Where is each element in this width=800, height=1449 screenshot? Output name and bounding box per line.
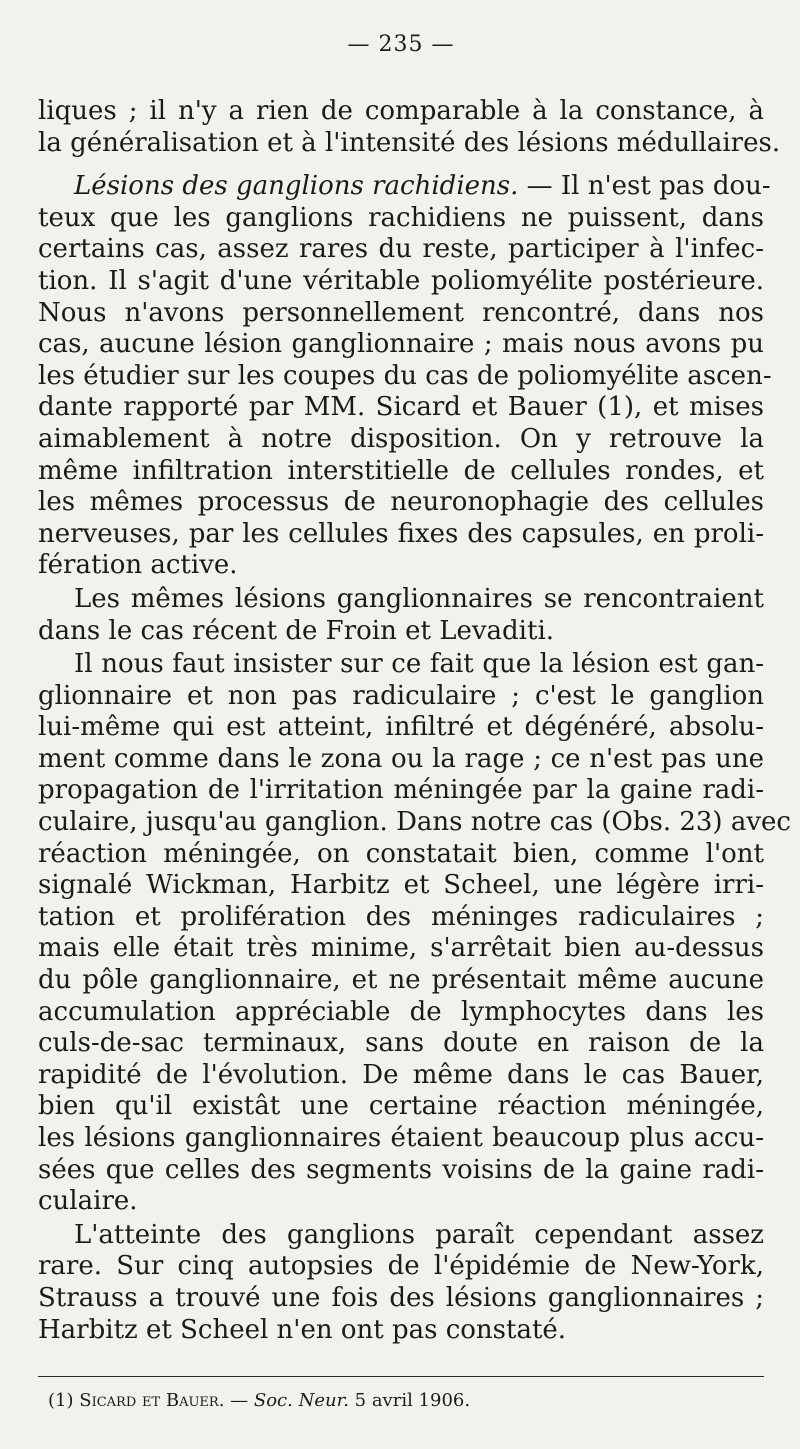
- footnote: [48, 1388, 764, 1414]
- text-line: liques ; il n'y a rien de comparable à la constance, à: [38, 96, 764, 126]
- text-line: même infiltration interstitielle de cellules rondes, et: [38, 455, 764, 486]
- text-line: fération active.: [38, 550, 238, 581]
- text-line: nerveuses, par les cellules fixes des capsules, en proli-: [38, 518, 764, 549]
- text-line: tation et prolifération des méninges radiculaires ;: [38, 901, 764, 932]
- text-line: certains cas, assez rares du reste, participer à l'infec-: [38, 234, 764, 265]
- text-line: tion. Il s'agit d'une véritable poliomyélite postérieure.: [38, 265, 764, 296]
- text-line: du pôle ganglionnaire, et ne présentait même aucune: [38, 965, 764, 996]
- text-line: rare. Sur cinq autopsies de l'épidémie de New-York,: [38, 1251, 764, 1282]
- text-line: réaction méningée, on constatait bien, comme l'ont: [38, 838, 764, 869]
- page-body: [38, 30, 791, 1346]
- text-line: aimablement à notre disposition. On y retrouve la: [38, 423, 764, 454]
- text-line: les étudier sur les coupes du cas de poliomyélite ascen-: [38, 360, 772, 391]
- paragraph-3: [38, 584, 764, 647]
- text-line: sées que celles des segments voisins de la gaine radi-: [38, 1154, 764, 1185]
- text-line: [38, 171, 771, 203]
- text-line: cas, aucune lésion ganglionnaire ; mais nous avons pu: [38, 329, 764, 360]
- footnote-date: 5 avril 1906.: [348, 1390, 471, 1411]
- paragraph-5: [38, 1220, 764, 1346]
- text-line: culs-de-sac terminaux, sans doute en raison de la: [38, 1028, 764, 1059]
- footnote-dash: —: [224, 1390, 254, 1411]
- text-line: ment comme dans le zona ou la rage ; ce n'est pas une: [38, 743, 764, 774]
- text-line: les lésions ganglionnaires étaient beaucoup plus accu-: [38, 1123, 764, 1153]
- text-line: accumulation appréciable de lymphocytes dans les: [38, 996, 764, 1027]
- text-line: glionnaire et non pas radiculaire ; c'est le ganglion: [38, 680, 764, 711]
- text-line: les mêmes processus de neuronophagie des cellules: [38, 487, 764, 518]
- text-line: la généralisation et à l'intensité des lésions médullaires.: [38, 127, 781, 158]
- text-line: culaire, jusqu'au ganglion. Dans notre cas (Obs. 23) avec: [38, 807, 791, 838]
- text-line: dante rapporté par MM. Sicard et Bauer (1), et mises: [38, 392, 764, 423]
- text-line: dans le cas récent de Froin et Levaditi.: [38, 615, 555, 646]
- footnote-marker: (1): [48, 1390, 74, 1411]
- text-line: Harbitz et Scheel n'en ont pas constaté.: [38, 1314, 567, 1345]
- paragraph-4: [38, 649, 791, 1218]
- text-line: L'atteinte des ganglions paraît cependant assez: [74, 1219, 764, 1250]
- text-line: propagation de l'irritation méningée par la gaine radi-: [38, 775, 764, 806]
- text-fragment: — Il n'est pas dou-: [518, 171, 771, 202]
- footnote-authors: Sicard et Bauer.: [79, 1390, 225, 1411]
- text-line: Strauss a trouvé une fois des lésions ganglionnaires ;: [38, 1282, 764, 1313]
- text-line: signalé Wickman, Harbitz et Scheel, une légère irri-: [38, 870, 764, 901]
- text-line: bien qu'il existât une certaine réaction méningée,: [38, 1091, 764, 1122]
- text-line: Les mêmes lésions ganglionnaires se rencontraient: [74, 583, 764, 614]
- page-number: — 235 —: [347, 32, 455, 57]
- text-line: Nous n'avons personnellement rencontré, dans nos: [38, 297, 764, 328]
- text-line: teux que les ganglions rachidiens ne puissent, dans: [38, 202, 764, 233]
- paragraph-2: [38, 171, 772, 582]
- text-line: lui-même qui est atteint, infiltré et dégénéré, absolu-: [38, 712, 764, 743]
- footnote-divider: [38, 1376, 764, 1377]
- text-line: culaire.: [38, 1186, 138, 1217]
- text-line: rapidité de l'évolution. De même dans le cas Bauer,: [38, 1059, 764, 1090]
- footnote-journal: Soc. Neur.: [253, 1390, 349, 1411]
- text-line: mais elle était très minime, s'arrêtait bien au-dessus: [38, 933, 764, 964]
- section-heading: Lésions des ganglions rachidiens.: [74, 171, 519, 202]
- paragraph-1: [38, 96, 781, 159]
- text-line: Il nous faut insister sur ce fait que la lésion est gan-: [74, 649, 764, 680]
